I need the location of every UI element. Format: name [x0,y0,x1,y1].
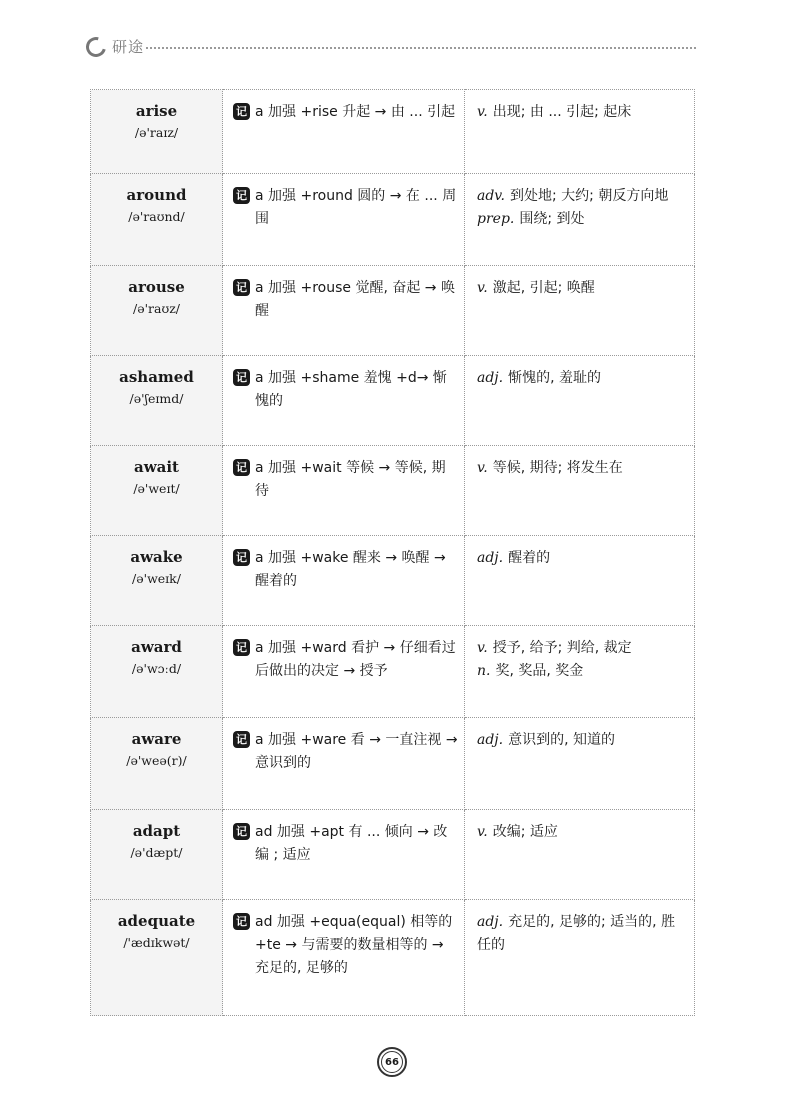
memo-icon: 记 [233,369,250,386]
phonetic: /ə'ʃeɪmd/ [129,391,184,406]
definition-line [477,729,688,752]
definition-line [477,185,688,208]
definition-line [477,208,688,231]
memo-text: a 加强 +ward 看护 → 仔细看过后做出的决定 → 授予 [255,640,456,679]
memo-icon: 记 [233,103,250,120]
memo-text: a 加强 +wake 醒来 → 唤醒 → 醒着的 [255,550,446,589]
headword: awake [130,548,183,566]
vocab-row [91,900,695,1016]
brand-logo-icon [82,33,109,60]
headword: await [134,458,179,476]
word-cell [91,536,223,626]
vocab-row [91,810,695,900]
part-of-speech: v. [477,280,488,296]
memo-cell [223,174,465,266]
phonetic: /'ædɪkwət/ [123,935,190,950]
headword: award [131,638,182,656]
vocab-row [91,174,695,266]
memo-cell [223,90,465,174]
memo-text: ad 加强 +apt 有 ... 倾向 → 改编 ; 适应 [255,824,448,863]
memo-text: a 加强 +shame 羞愧 +d→ 惭愧的 [255,370,447,409]
vocab-row [91,446,695,536]
definition-cell [465,536,695,626]
phonetic: /ə'weɪk/ [132,571,181,586]
memo-icon: 记 [233,549,250,566]
vocab-row [91,536,695,626]
definition-cell [465,266,695,356]
definition-text: 意识到的, 知道的 [508,732,616,748]
brand-name: 研途 [112,38,145,56]
vocab-row [91,90,695,174]
part-of-speech: adj. [477,550,504,566]
part-of-speech: adj. [477,370,504,386]
part-of-speech: v. [477,460,488,476]
definition-line [477,637,688,660]
definition-text: 围绕; 到处 [519,211,585,227]
brand-logo [86,36,144,57]
phonetic: /ə'raʊnd/ [128,209,185,224]
word-cell [91,174,223,266]
memo-text: a 加强 +rouse 觉醒, 奋起 → 唤醒 [255,280,455,319]
headword: arise [135,102,178,120]
headword: arouse [128,278,185,296]
memo-cell [223,266,465,356]
memo-cell [223,718,465,810]
definition-line [477,101,688,124]
definition-line [477,547,688,570]
vocab-row [91,626,695,718]
headword: adapt [132,822,181,840]
definition-line [477,911,688,957]
word-cell [91,446,223,536]
definition-text: 改编; 适应 [492,824,558,840]
definition-text: 等候, 期待; 将发生在 [492,460,623,476]
definition-cell [465,626,695,718]
part-of-speech: n. [477,663,491,679]
memo-cell [223,626,465,718]
word-cell [91,810,223,900]
phonetic: /ə'dæpt/ [130,845,183,860]
vocab-row [91,266,695,356]
memo-cell [223,536,465,626]
phonetic: /ə'raɪz/ [134,125,179,140]
memo-icon: 记 [233,639,250,656]
memo-icon: 记 [233,459,250,476]
memo-text: a 加强 +wait 等候 → 等候, 期待 [255,460,446,499]
part-of-speech: adv. [477,188,506,204]
memo-text: a 加强 +ware 看 → 一直注视 → 意识到的 [255,732,458,771]
definition-text: 惭愧的, 羞耻的 [508,370,602,386]
part-of-speech: v. [477,104,488,120]
memo-cell [223,446,465,536]
memo-cell [223,900,465,1016]
part-of-speech: prep. [477,211,515,227]
page-header [86,36,696,58]
memo-icon: 记 [233,187,250,204]
definition-text: 激起, 引起; 唤醒 [492,280,595,296]
definition-cell [465,174,695,266]
headword: adequate [117,912,196,930]
phonetic: /ə'wɔːd/ [131,661,182,676]
definition-text: 出现; 由 ... 引起; 起床 [492,104,632,120]
vocabulary-table [90,89,695,1016]
word-cell [91,90,223,174]
memo-text: ad 加强 +equa(equal) 相等的 +te → 与需要的数量相等的 → 充足的, 足够的 [255,914,453,976]
definition-line [477,367,688,390]
header-divider [146,47,696,49]
page-number: 66 [381,1051,403,1073]
vocab-row [91,718,695,810]
headword: around [126,186,187,204]
definition-cell [465,90,695,174]
definition-text: 充足的, 足够的; 适当的, 胜任的 [477,914,676,953]
definition-text: 醒着的 [508,550,551,566]
vocab-row [91,356,695,446]
definition-line [477,277,688,300]
phonetic: /ə'raʊz/ [132,301,181,316]
memo-icon: 记 [233,913,250,930]
part-of-speech: v. [477,824,488,840]
memo-icon: 记 [233,731,250,748]
word-cell [91,718,223,810]
memo-cell [223,810,465,900]
word-cell [91,266,223,356]
part-of-speech: adj. [477,732,504,748]
definition-text: 授予, 给予; 判给, 裁定 [492,640,632,656]
definition-cell [465,810,695,900]
word-cell [91,626,223,718]
definition-line [477,821,688,844]
definition-cell [465,446,695,536]
phonetic: /ə'weɪt/ [133,481,180,496]
memo-text: a 加强 +rise 升起 → 由 ... 引起 [255,104,456,120]
memo-text: a 加强 +round 圆的 → 在 ... 周围 [255,188,457,227]
headword: aware [131,730,182,748]
memo-icon: 记 [233,823,250,840]
definition-cell [465,900,695,1016]
headword: ashamed [119,368,194,386]
definition-line [477,457,688,480]
definition-text: 到处地; 大约; 朝反方向地 [510,188,669,204]
part-of-speech: adj. [477,914,504,930]
definition-text: 奖, 奖品, 奖金 [495,663,584,679]
phonetic: /ə'weə(r)/ [126,753,187,768]
part-of-speech: v. [477,640,488,656]
word-cell [91,900,223,1016]
definition-line [477,660,688,683]
word-cell [91,356,223,446]
memo-cell [223,356,465,446]
definition-cell [465,718,695,810]
memo-icon: 记 [233,279,250,296]
definition-cell [465,356,695,446]
page-number-badge [377,1047,407,1077]
